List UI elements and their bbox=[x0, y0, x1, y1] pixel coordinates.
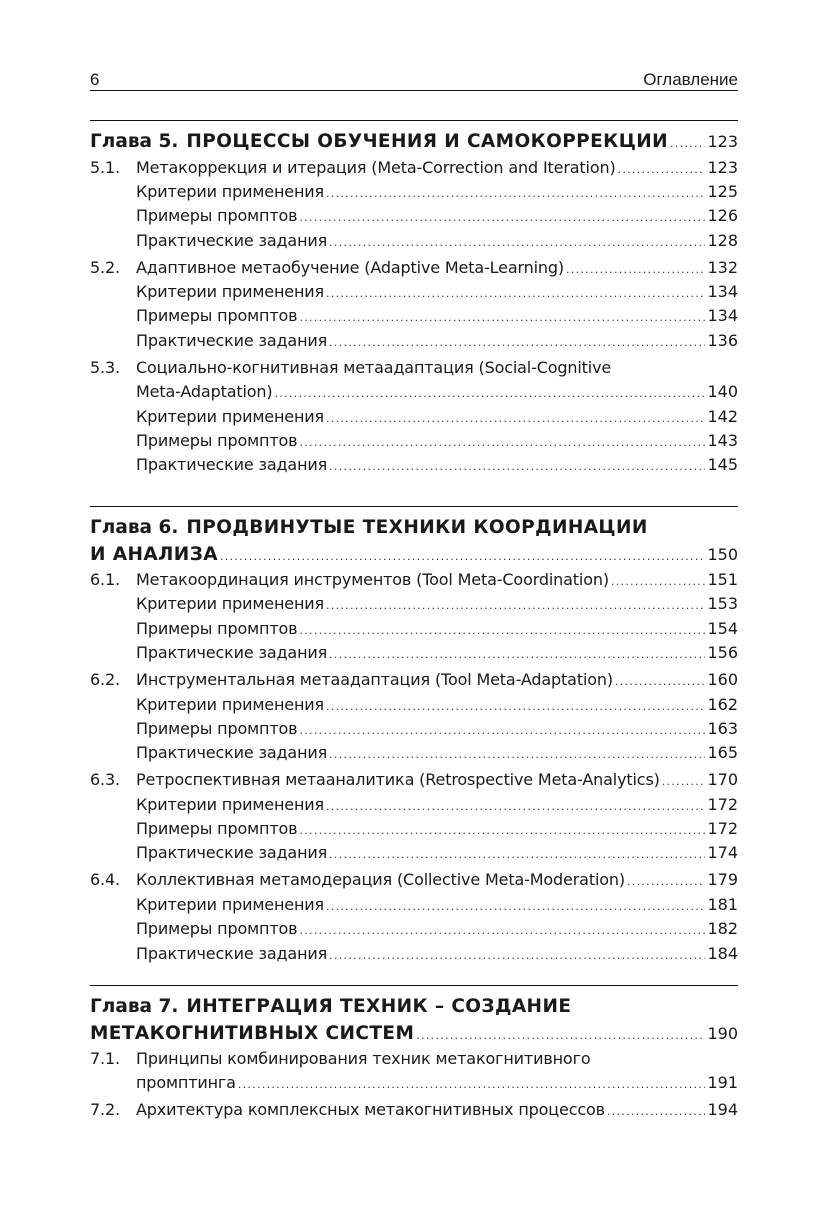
section-page: 123 bbox=[707, 157, 738, 177]
dot-leader bbox=[299, 719, 705, 743]
subsection-line bbox=[90, 329, 738, 353]
subsection-page: 125 bbox=[707, 181, 738, 201]
subsection-page: 128 bbox=[707, 230, 738, 250]
subsection-title: Критерии применения bbox=[136, 406, 324, 426]
subsection-page: 182 bbox=[707, 919, 738, 939]
section-number: 7.1. bbox=[90, 1049, 120, 1068]
subsection-title: Примеры промптов bbox=[136, 430, 298, 450]
chapter-5 bbox=[90, 120, 738, 478]
section-line bbox=[90, 156, 738, 180]
section-line bbox=[90, 356, 738, 380]
section-title: Инструментальная метаадаптация (Tool Meta-Adaptation) bbox=[136, 670, 613, 690]
subsection-line bbox=[90, 304, 738, 328]
dot-leader bbox=[329, 843, 705, 867]
page-header bbox=[90, 66, 738, 90]
subsection-title: Примеры промптов bbox=[136, 819, 298, 839]
dot-leader bbox=[607, 1100, 705, 1124]
dot-leader bbox=[299, 306, 705, 330]
running-title: Оглавление bbox=[643, 70, 738, 89]
dot-leader bbox=[670, 132, 705, 156]
chapter-title: И АНАЛИЗА bbox=[90, 543, 218, 565]
dot-leader bbox=[416, 1024, 705, 1048]
chapter-title: МЕТАКОГНИТИВНЫХ СИСТЕМ bbox=[90, 1022, 415, 1044]
subsection-line bbox=[90, 841, 738, 865]
page-number: 6 bbox=[90, 70, 100, 89]
section-line bbox=[90, 256, 738, 280]
subsection-title: Критерии применения bbox=[136, 894, 324, 914]
subsection-line bbox=[90, 204, 738, 228]
chapter-page: 150 bbox=[707, 544, 738, 564]
section-number: 5.3. bbox=[90, 357, 120, 377]
section-number: 6.1. bbox=[90, 570, 120, 589]
chapter-label: Глава 5. bbox=[90, 131, 179, 152]
section-title: Ретроспективная метааналитика (Retrospective Meta-Analytics) bbox=[136, 770, 660, 790]
subsection-line bbox=[90, 429, 738, 453]
subsection-title: Практические задания bbox=[136, 455, 328, 475]
chapter-6 bbox=[90, 506, 738, 966]
subsection-title: Примеры промптов bbox=[136, 919, 298, 939]
chapter-heading-line bbox=[90, 1021, 738, 1048]
section-page: 191 bbox=[707, 1073, 738, 1093]
section-title: Адаптивное метаобучение (Adaptive Meta-Learning) bbox=[136, 257, 564, 277]
chapter-page: 123 bbox=[707, 132, 738, 151]
subsection-line bbox=[90, 717, 738, 741]
section-page: 151 bbox=[707, 570, 738, 589]
chapter-heading-line bbox=[90, 994, 738, 1021]
subsection-page: 172 bbox=[707, 794, 738, 814]
subsection-line bbox=[90, 641, 738, 665]
subsection-line bbox=[90, 453, 738, 477]
section-title: Метакоординация инструментов (Tool Meta-Coordination) bbox=[136, 570, 609, 589]
section-title: Принципы комбинирования техник метакогнитивного bbox=[136, 1049, 591, 1068]
dot-leader bbox=[326, 795, 705, 819]
subsection-title: Примеры промптов bbox=[136, 306, 298, 326]
dot-leader bbox=[329, 231, 705, 255]
dot-leader bbox=[627, 870, 705, 894]
chapter-heading-line bbox=[90, 129, 738, 156]
dot-leader bbox=[329, 331, 705, 355]
subsection-title: Практические задания bbox=[136, 230, 328, 250]
subsection-page: 134 bbox=[707, 282, 738, 302]
section-title: Архитектура комплексных метакогнитивных процессов bbox=[136, 1100, 605, 1120]
subsection-title: Критерии применения bbox=[136, 181, 324, 201]
section-page: 140 bbox=[707, 382, 738, 402]
dot-leader bbox=[326, 594, 705, 618]
subsection-line bbox=[90, 280, 738, 304]
dot-leader bbox=[326, 407, 705, 431]
subsection-line bbox=[90, 405, 738, 429]
dot-leader bbox=[326, 895, 705, 919]
chapter-label: Глава 7. bbox=[90, 996, 179, 1017]
dot-leader bbox=[662, 770, 706, 794]
dot-leader bbox=[326, 695, 705, 719]
dot-leader bbox=[299, 206, 705, 230]
section-number: 7.2. bbox=[90, 1100, 120, 1120]
subsection-title: Критерии применения bbox=[136, 694, 324, 714]
section-page: 194 bbox=[707, 1100, 738, 1120]
subsection-page: 163 bbox=[707, 718, 738, 738]
header-rule bbox=[90, 90, 738, 91]
section-title: промптинга bbox=[136, 1073, 236, 1093]
subsection-title: Критерии применения bbox=[136, 282, 324, 302]
subsection-page: 162 bbox=[707, 694, 738, 714]
section-line bbox=[90, 1098, 738, 1122]
chapter-heading-line bbox=[90, 542, 738, 569]
subsection-page: 181 bbox=[707, 894, 738, 914]
section-number: 6.4. bbox=[90, 870, 120, 890]
dot-leader bbox=[615, 670, 705, 694]
subsection-line bbox=[90, 942, 738, 966]
section-line bbox=[90, 668, 738, 692]
subsection-page: 154 bbox=[707, 618, 738, 638]
subsection-line bbox=[90, 617, 738, 641]
section-page: 179 bbox=[707, 870, 738, 890]
section-line bbox=[90, 868, 738, 892]
subsection-line bbox=[90, 817, 738, 841]
dot-leader bbox=[220, 545, 706, 569]
chapter-page: 190 bbox=[707, 1023, 738, 1043]
section-number: 5.1. bbox=[90, 157, 120, 177]
dot-leader bbox=[611, 570, 706, 594]
section-title: Социально-когнитивная метаадаптация (Social-Cognitive bbox=[136, 357, 612, 377]
subsection-page: 136 bbox=[707, 330, 738, 350]
chapter-title: ИНТЕГРАЦИЯ ТЕХНИК – СОЗДАНИЕ bbox=[186, 996, 572, 1017]
dot-leader bbox=[329, 643, 705, 667]
dot-leader bbox=[566, 258, 705, 282]
chapter-title: ПРОЦЕССЫ ОБУЧЕНИЯ И САМОКОРРЕКЦИИ bbox=[186, 131, 669, 152]
dot-leader bbox=[299, 431, 705, 455]
dot-leader bbox=[299, 619, 705, 643]
subsection-title: Практические задания bbox=[136, 943, 328, 963]
subsection-line bbox=[90, 793, 738, 817]
subsection-page: 145 bbox=[707, 455, 738, 475]
section-page: 132 bbox=[707, 257, 738, 277]
chapter-heading-line bbox=[90, 515, 738, 542]
section-number: 6.2. bbox=[90, 670, 120, 690]
subsection-line bbox=[90, 917, 738, 941]
subsection-title: Критерии применения bbox=[136, 594, 324, 614]
dot-leader bbox=[329, 944, 705, 968]
subsection-page: 156 bbox=[707, 643, 738, 663]
dot-leader bbox=[618, 158, 706, 182]
section-line bbox=[90, 568, 738, 592]
subsection-line bbox=[90, 693, 738, 717]
subsection-title: Примеры промптов bbox=[136, 618, 298, 638]
subsection-line bbox=[90, 741, 738, 765]
section-title: Meta-Adaptation) bbox=[136, 382, 273, 402]
subsection-title: Критерии применения bbox=[136, 794, 324, 814]
section-title: Коллективная метамодерация (Collective Meta-Moderation) bbox=[136, 870, 625, 890]
section-number: 5.2. bbox=[90, 257, 120, 277]
dot-leader bbox=[326, 182, 705, 206]
section-number: 6.3. bbox=[90, 770, 120, 790]
subsection-title: Практические задания bbox=[136, 743, 328, 763]
subsection-page: 126 bbox=[707, 206, 738, 226]
chapter-title: ПРОДВИНУТЫЕ ТЕХНИКИ КООРДИНАЦИИ bbox=[186, 517, 648, 538]
section-line bbox=[90, 768, 738, 792]
section-title: Метакоррекция и итерация (Meta-Correction and Iteration) bbox=[136, 157, 616, 177]
section-line bbox=[90, 1047, 738, 1071]
subsection-page: 174 bbox=[707, 843, 738, 863]
subsection-page: 165 bbox=[707, 743, 738, 763]
subsection-page: 153 bbox=[707, 594, 738, 614]
dot-leader bbox=[299, 919, 705, 943]
subsection-line bbox=[90, 180, 738, 204]
subsection-line bbox=[90, 893, 738, 917]
subsection-title: Практические задания bbox=[136, 330, 328, 350]
subsection-page: 143 bbox=[707, 430, 738, 450]
dot-leader bbox=[326, 282, 705, 306]
subsection-page: 172 bbox=[707, 819, 738, 839]
dot-leader bbox=[275, 382, 706, 406]
subsection-line bbox=[90, 592, 738, 616]
section-line bbox=[90, 1071, 738, 1095]
dot-leader bbox=[238, 1073, 706, 1097]
chapter-7 bbox=[90, 985, 738, 1123]
subsection-title: Практические задания bbox=[136, 643, 328, 663]
subsection-line bbox=[90, 229, 738, 253]
dot-leader bbox=[329, 743, 705, 767]
subsection-title: Практические задания bbox=[136, 843, 328, 863]
section-page: 160 bbox=[707, 670, 738, 690]
dot-leader bbox=[329, 455, 705, 479]
chapter-label: Глава 6. bbox=[90, 517, 179, 538]
subsection-title: Примеры промптов bbox=[136, 206, 298, 226]
subsection-title: Примеры промптов bbox=[136, 718, 298, 738]
section-page: 170 bbox=[707, 770, 738, 790]
dot-leader bbox=[299, 819, 705, 843]
section-line bbox=[90, 380, 738, 404]
subsection-page: 184 bbox=[707, 943, 738, 963]
subsection-page: 134 bbox=[707, 306, 738, 326]
subsection-page: 142 bbox=[707, 406, 738, 426]
